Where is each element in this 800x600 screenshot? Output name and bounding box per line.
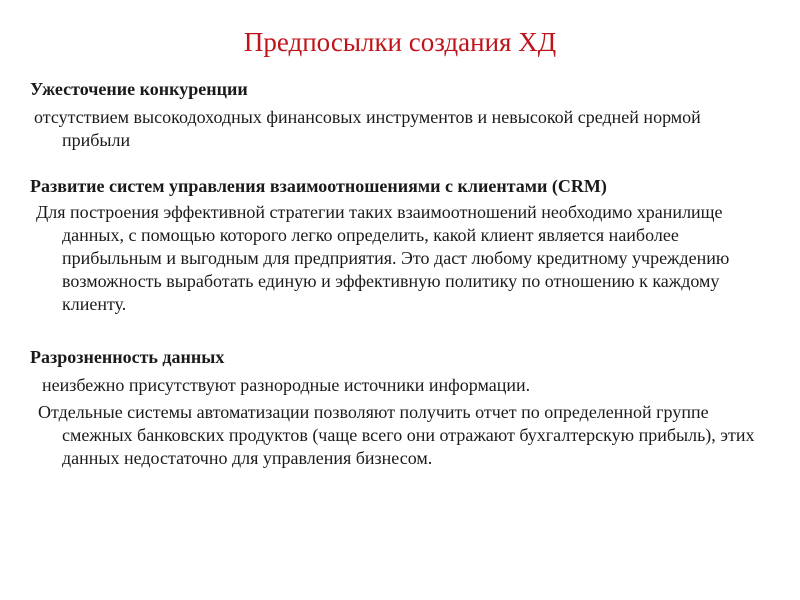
section-data-fragmentation [30,346,770,470]
slide-content [30,78,770,470]
section-heading: Разрозненность данных [30,347,225,367]
section-heading: Ужесточение конкуренции [30,79,248,99]
section-heading: Развитие систем управления взаимоотношениями с клиентами (CRM) [30,176,607,196]
section-paragraph: отсутствием высокодоходных финансовых инструментов и невысокой средней нормой прибыли [34,107,701,150]
section-competition [30,78,770,152]
section-paragraph: Отдельные системы автоматизации позволяют получить отчет по определенной группе смежных банковских продуктов (чаще всего они отражают бухгалтерскую прибыль), этих данных недостаточно для управления бизнесом. [38,402,755,468]
section-crm [30,175,770,316]
slide-title: Предпосылки создания ХД [243,27,557,57]
section-paragraph: Для построения эффективной стратегии таких взаимоотношений необходимо хранилище данных, с помощью которого легко определить, какой клиент является наиболее прибыльным и выгодным для предприятия. Это даст любому кредитному учреждению возможность выработать единую и эффективную политику по отношению к каждому клиенту. [36,202,730,314]
section-paragraph: неизбежно присутствуют разнородные источники информации. [42,375,531,395]
